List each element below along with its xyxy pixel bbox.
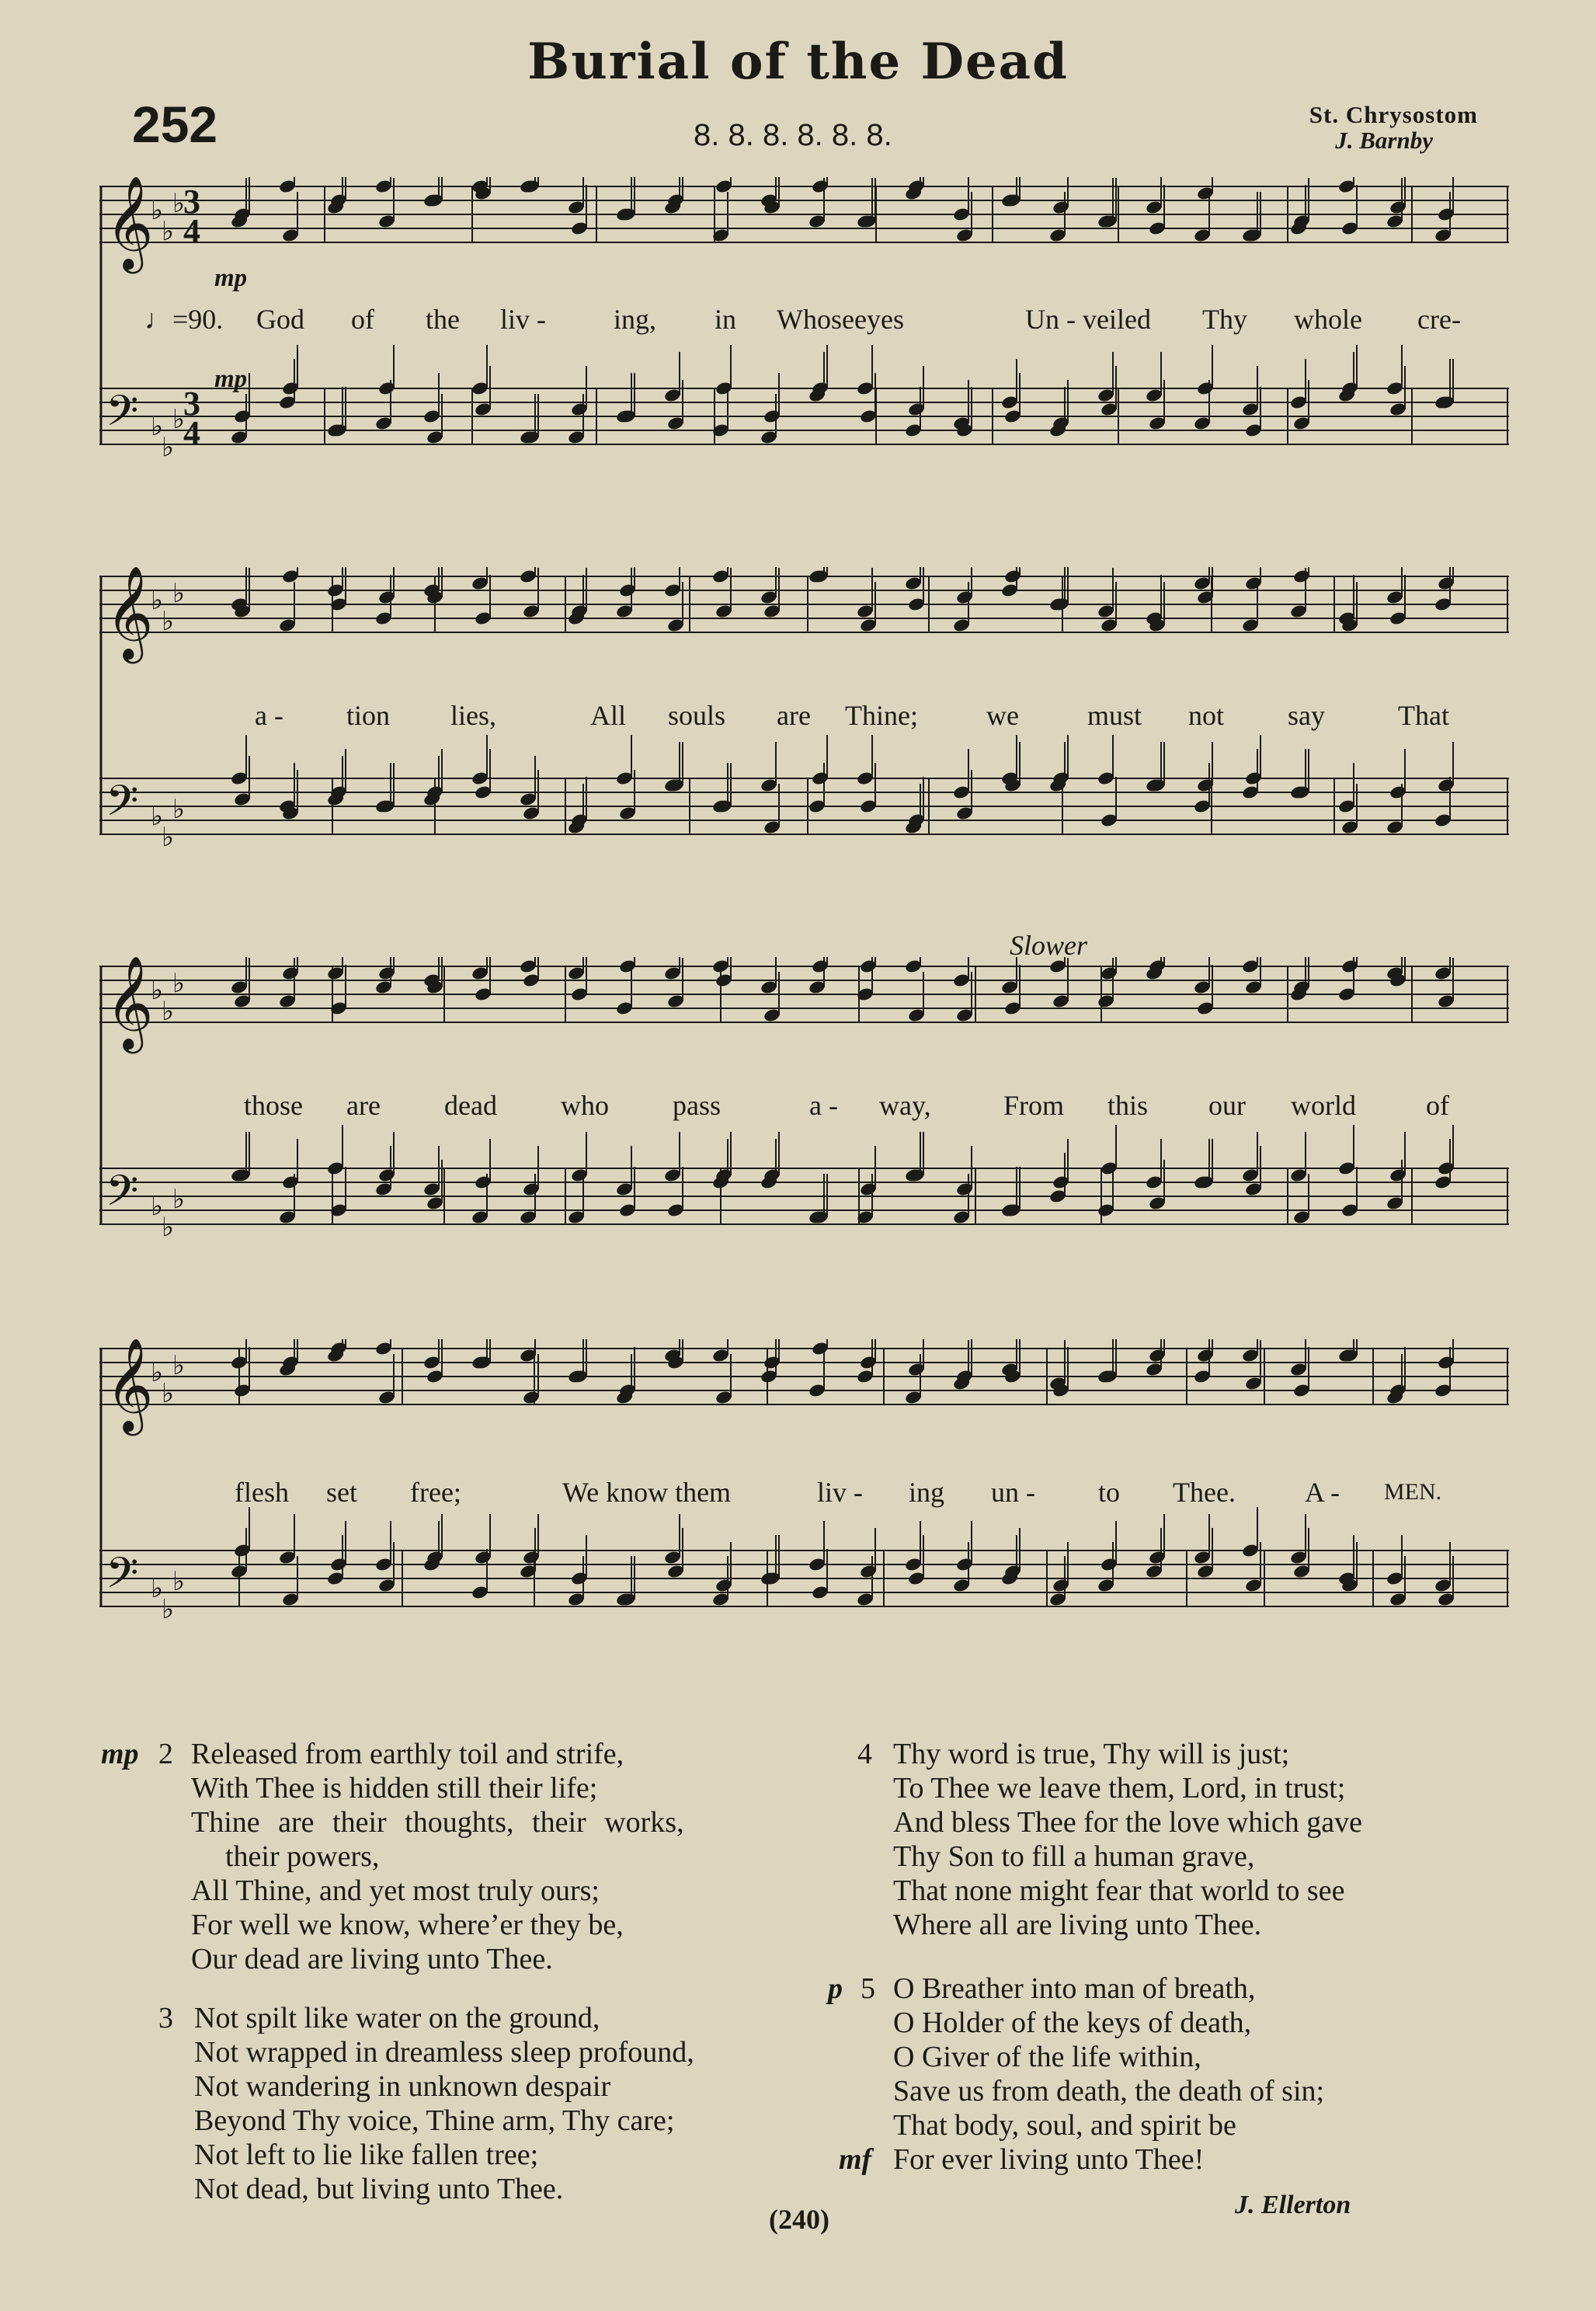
lyric: liv - [817, 1477, 863, 1508]
verse-line: O Holder of the keys of death, [893, 2006, 1252, 2039]
lyric: God [256, 304, 304, 335]
tempo-slower: Slower [1010, 930, 1088, 961]
svg-text:♭: ♭ [162, 1212, 175, 1243]
verse-line: O Giver of the life within, [893, 2041, 1201, 2073]
lyric: dead [444, 1090, 497, 1121]
music-system-4 [99, 1339, 1509, 1681]
svg-text:♭: ♭ [162, 1378, 175, 1409]
verse-line: Where all are living unto Thee. [893, 1909, 1262, 1941]
svg-text:𝄢: 𝄢 [106, 1166, 139, 1226]
lyric: A - [1305, 1477, 1340, 1508]
lyric: ing, [614, 304, 657, 335]
verse-line: For well we know, where’er they be, [191, 1909, 624, 1941]
lyric: a - [809, 1090, 838, 1121]
lyric: un - [991, 1477, 1035, 1508]
svg-text:♭: ♭ [151, 1357, 164, 1388]
svg-text:♭: ♭ [172, 1184, 186, 1215]
svg-text:♭: ♭ [151, 1573, 164, 1604]
svg-text:♭: ♭ [162, 1594, 175, 1625]
lyric: souls [668, 700, 726, 731]
lyric: Thine; [845, 700, 918, 731]
verse-5-dynamic-last: mf [839, 2143, 872, 2176]
lyric: Thee. [1173, 1477, 1236, 1508]
verse-line: And bless Thee for the love which gave [893, 1806, 1362, 1839]
lyric: All [590, 700, 627, 731]
svg-text:𝄢: 𝄢 [106, 386, 139, 446]
verse-line: Thy Son to fill a human grave, [893, 1840, 1255, 1873]
staff-system-3 [99, 957, 1509, 1299]
lyric: flesh [235, 1477, 289, 1508]
dynamic-bass: mp [214, 365, 248, 393]
lyric: of [351, 304, 374, 335]
verse-line: To Thee we leave them, Lord, in trust; [893, 1772, 1346, 1805]
lyric: Thy [1202, 304, 1247, 335]
svg-text:♭: ♭ [162, 432, 175, 463]
verse-line: With Thee is hidden still their life; [191, 1772, 598, 1805]
verse-line: Not left to lie like fallen tree; [194, 2139, 539, 2171]
svg-text:♭: ♭ [172, 404, 186, 435]
lyric: are [777, 700, 811, 731]
verse-line: That none might fear that world to see [893, 1874, 1345, 1907]
lyric: way, [879, 1090, 931, 1121]
verse-2 [191, 1737, 684, 1976]
lyric: From [1003, 1090, 1065, 1121]
lyric: ing [909, 1477, 945, 1508]
svg-text:♭: ♭ [162, 606, 175, 637]
composer: J. Barnby [1335, 127, 1433, 154]
lyric: are [346, 1090, 381, 1121]
svg-text:3: 3 [183, 385, 200, 423]
svg-text:𝄞: 𝄞 [106, 567, 154, 660]
svg-text:♭: ♭ [172, 188, 186, 219]
lyric: lies, [450, 700, 496, 731]
music-system-3 [99, 930, 1509, 1299]
svg-text:♭: ♭ [172, 968, 186, 999]
lyric: must [1087, 700, 1142, 731]
lyric: set [326, 1477, 357, 1508]
verse-line: Not spilt like water on the ground, [194, 2002, 600, 2034]
lyric: tion [346, 700, 391, 731]
verse-line: Not wandering in unknown despair [194, 2070, 611, 2103]
svg-text:♭: ♭ [162, 216, 175, 247]
staff-system-1 [99, 177, 1509, 519]
dynamic-treble: mp [214, 264, 248, 292]
verse-line: For ever living unto Thee! [893, 2143, 1205, 2176]
staff-system-4 [99, 1339, 1509, 1681]
lyric: in [715, 304, 737, 335]
verse-line: their powers, [225, 1840, 380, 1873]
lyric: of [1426, 1090, 1449, 1121]
verse-4 [893, 1737, 1362, 1942]
svg-text:𝄞: 𝄞 [106, 1339, 154, 1432]
lyric: free; [410, 1477, 461, 1508]
verse-3 [194, 2001, 694, 2206]
lyric: who [561, 1090, 609, 1121]
lyric: the [426, 304, 460, 335]
tune-name: St. Chrysostom [1309, 101, 1478, 128]
lyric: MEN. [1384, 1479, 1442, 1505]
lyric: whole [1294, 304, 1362, 335]
svg-text:♭: ♭ [172, 794, 186, 825]
verse-line: Thy word is true, Thy will is just; [893, 1738, 1290, 1770]
verse-line: O Breather into man of breath, [893, 1972, 1256, 2005]
svg-text:4: 4 [183, 414, 200, 452]
lyric: That [1398, 700, 1449, 731]
lyric: Whose [777, 304, 854, 335]
svg-text:♭: ♭ [172, 578, 186, 609]
page-title: Burial of the Dead [527, 33, 1069, 91]
svg-text:♭: ♭ [151, 1191, 164, 1222]
staff-system-2 [99, 567, 1509, 909]
hymn-number: 252 [132, 96, 218, 153]
meter: 8. 8. 8. 8. 8. 8. [694, 118, 892, 152]
verse-line: Not dead, but living unto Thee. [194, 2173, 564, 2205]
svg-text:𝄢: 𝄢 [106, 1548, 139, 1608]
svg-text:𝄞: 𝄞 [106, 957, 154, 1049]
lyric: world [1291, 1090, 1356, 1121]
svg-text:♭: ♭ [151, 195, 164, 226]
verse-2-dynamic: mp [101, 1738, 139, 1770]
svg-text:♭: ♭ [162, 996, 175, 1027]
svg-text:♭: ♭ [151, 975, 164, 1006]
svg-text:3: 3 [183, 183, 200, 221]
lyric: say [1288, 700, 1325, 731]
verse-5 [893, 1972, 1324, 2177]
verse-5-number: 5 [861, 1972, 875, 2005]
lyric: cre- [1417, 304, 1461, 335]
svg-text:4: 4 [183, 212, 200, 250]
svg-text:𝄞: 𝄞 [106, 177, 154, 270]
music-system-1 [99, 177, 1509, 519]
lyric: We know them [562, 1477, 732, 1508]
verse-line: All Thine, and yet most truly ours; [191, 1874, 600, 1907]
tempo-marking: ♩=90. [144, 304, 224, 335]
svg-text:𝄢: 𝄢 [106, 776, 139, 836]
lyric: this [1107, 1090, 1149, 1121]
music-system-2 [99, 567, 1509, 909]
verse-line: Our dead are living unto Thee. [191, 1943, 553, 1975]
verse-line: Beyond Thy voice, Thine arm, Thy care; [194, 2104, 675, 2137]
author: J. Ellerton [1235, 2191, 1351, 2219]
verse-4-number: 4 [857, 1738, 872, 1770]
svg-text:♭: ♭ [151, 585, 164, 616]
svg-text:♭: ♭ [162, 822, 175, 853]
lyric: we [986, 700, 1019, 731]
lyric: Un - veiled [1025, 304, 1151, 335]
verse-line: Not wrapped in dreamless sleep profound, [194, 2036, 694, 2069]
lyric: eyes [854, 304, 904, 335]
verse-line: Save us from death, the death of sin; [893, 2075, 1325, 2107]
verse-3-number: 3 [158, 2002, 173, 2034]
lyric: liv - [500, 304, 546, 335]
page-number: (240) [769, 2204, 829, 2235]
lyric: not [1188, 700, 1225, 731]
lyric: those [244, 1090, 303, 1121]
lyric: to [1098, 1477, 1121, 1508]
lyric: our [1208, 1090, 1246, 1121]
lyric: a - [255, 700, 283, 731]
lyric: pass [673, 1090, 721, 1121]
verse-line: That body, soul, and spirit be [893, 2109, 1236, 2142]
verse-5-dynamic: p [828, 1972, 843, 2005]
svg-text:♭: ♭ [172, 1350, 186, 1381]
verse-line: Thine are their thoughts, their works, [191, 1806, 684, 1839]
svg-text:♭: ♭ [151, 801, 164, 832]
svg-text:♭: ♭ [172, 1566, 186, 1597]
verse-line: Released from earthly toil and strife, [191, 1738, 624, 1770]
svg-text:♭: ♭ [151, 411, 164, 442]
verse-2-number: 2 [158, 1738, 173, 1770]
